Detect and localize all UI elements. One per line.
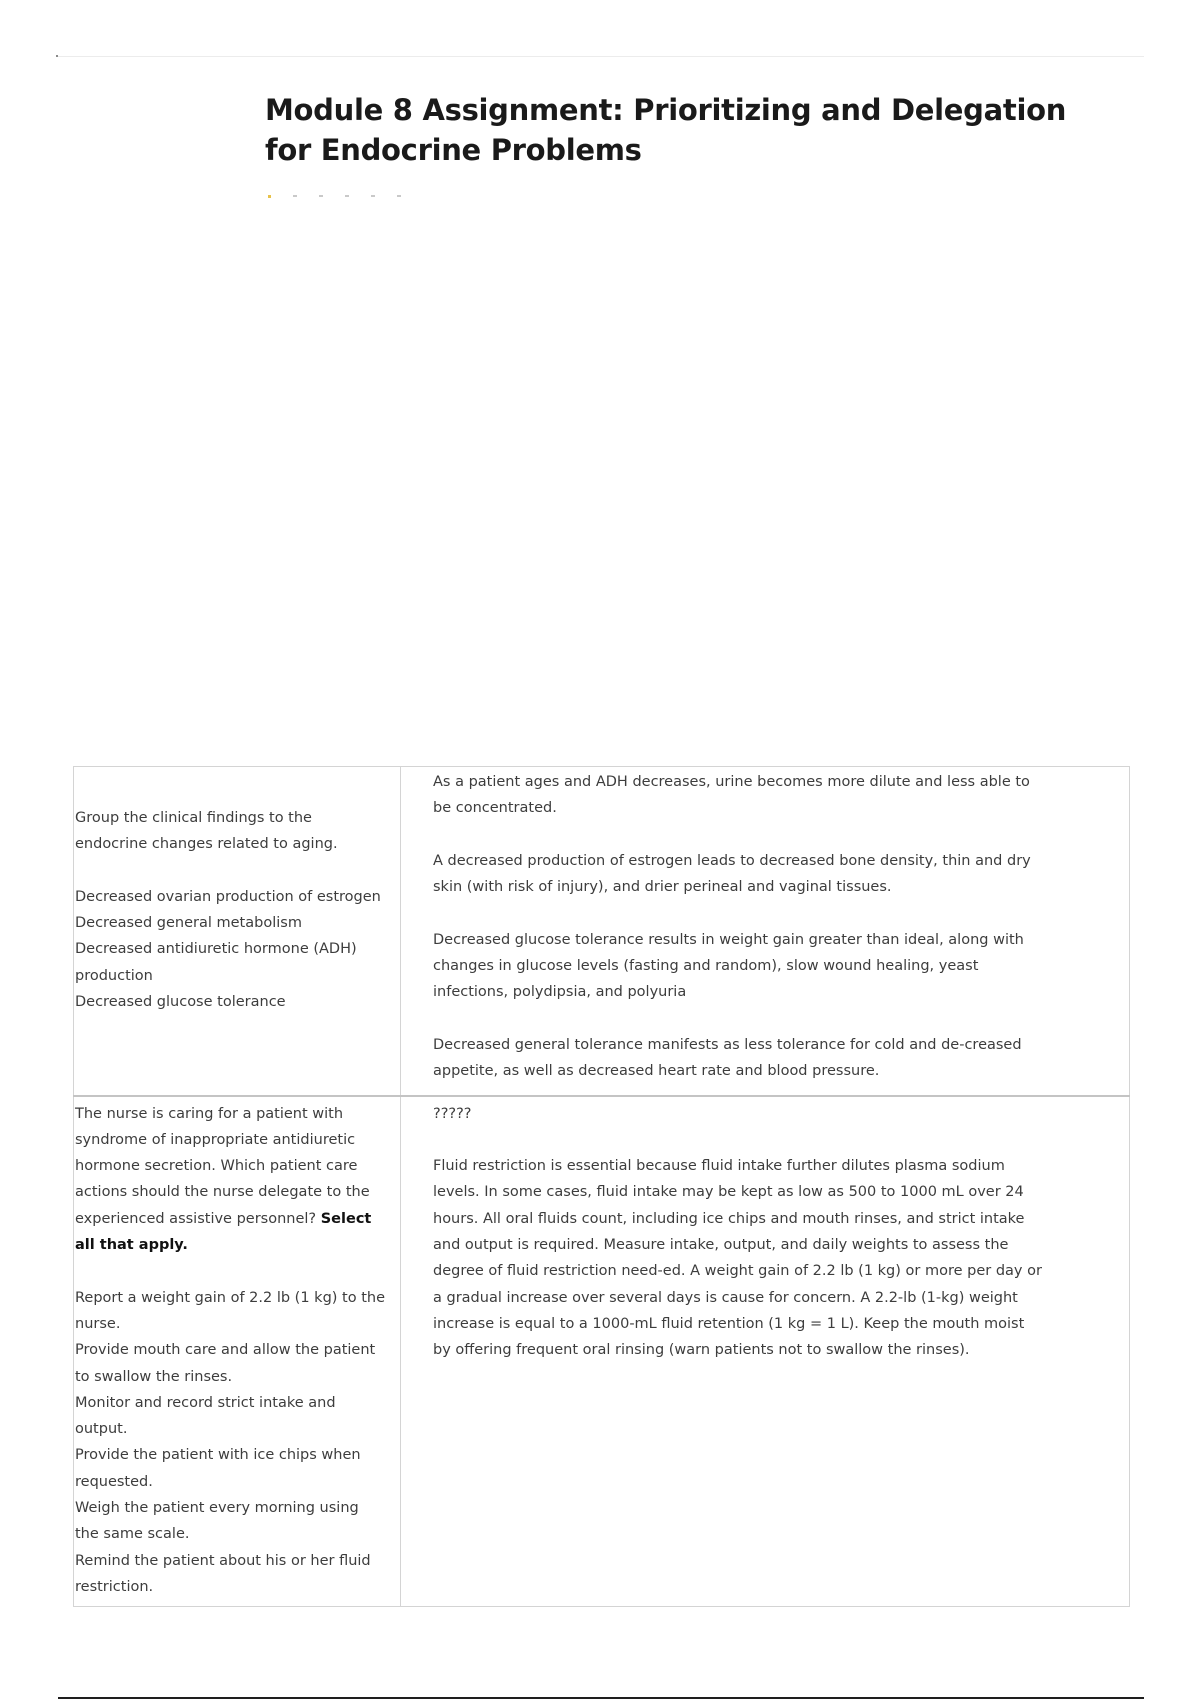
option-item: Monitor and record strict intake and output. (75, 1394, 336, 1438)
option-item: Decreased ovarian production of estrogen (75, 888, 381, 905)
question-body: The nurse is caring for a patient with syndrome of inappropriate antidiuretic hormone secretion. Which patient care actions should the nurse delegate to the experienced assistive personnel? (75, 1105, 370, 1227)
table-row (74, 767, 1130, 1096)
question-text: Group the clinical findings to the endocrine changes related to aging. (75, 810, 338, 853)
option-item: Decreased general metabolism (75, 915, 302, 932)
option-item: Provide the patient with ice chips when requested. (75, 1447, 361, 1490)
question-answer-table (73, 766, 1130, 1607)
option-item: Provide mouth care and allow the patient to swallow the rinses. (75, 1342, 376, 1385)
question-cell (74, 767, 401, 1096)
top-divider (58, 56, 1144, 57)
answer-cell (401, 767, 1130, 1096)
bottom-divider (58, 1697, 1144, 1699)
page-title: Module 8 Assignment: Prioritizing and Delegation for Endocrine Problems (265, 93, 1067, 167)
answer-paragraph: As a patient ages and ADH decreases, urine becomes more dilute and less able to be concentrated. (433, 774, 1030, 817)
question-cell (74, 1096, 401, 1607)
answer-paragraph: Fluid restriction is essential because fluid intake further dilutes plasma sodium levels. In some cases, fluid intake may be kept as low as 500 to 1000 mL over 24 hours. All oral fluids count, including ice chips and mouth rinses, and strict intake and output is required. Measure intake, output, and daily weights to assess the degree of fluid restriction need-ed. A weight gain of 2.2 lb (1 kg) or more per day or a gradual increase over several days is cause for concern. A 2.2-lb (1-kg) weight increase is equal to a 1000-mL fluid retention (1 kg = 1 L). Keep the mouth moist by offering frequent oral rinsing (warn patients not to swallow the rinses). (433, 1158, 1042, 1359)
faint-meta-marks (268, 194, 438, 198)
option-item: Decreased antidiuretic hormone (ADH) production (75, 941, 357, 984)
question-text (75, 1101, 385, 1259)
option-item: Weigh the patient every morning using the same scale. (75, 1500, 359, 1543)
answer-cell (401, 1096, 1130, 1607)
answer-paragraph: Decreased glucose tolerance results in weight gain greater than ideal, along with changes in glucose levels (fasting and random), slow wound healing, yeast infections, polydipsia, and polyuria (433, 931, 1024, 1001)
question-emphasis: Select all that apply. (75, 1210, 372, 1254)
answer-paragraph: A decreased production of estrogen leads to decreased bone density, thin and dry skin (with risk of injury), and drier perineal and vaginal tissues. (433, 852, 1031, 896)
answer-header: ????? (433, 1105, 472, 1122)
option-item: Remind the patient about his or her fluid restriction. (75, 1552, 371, 1595)
table-row (74, 1096, 1130, 1607)
answer-paragraph: Decreased general tolerance manifests as less tolerance for cold and de-creased appetite, as well as decreased heart rate and blood pressure. (433, 1036, 1022, 1080)
option-item: Decreased glucose tolerance (75, 994, 286, 1011)
option-item: Report a weight gain of 2.2 lb (1 kg) to the nurse. (75, 1289, 386, 1332)
